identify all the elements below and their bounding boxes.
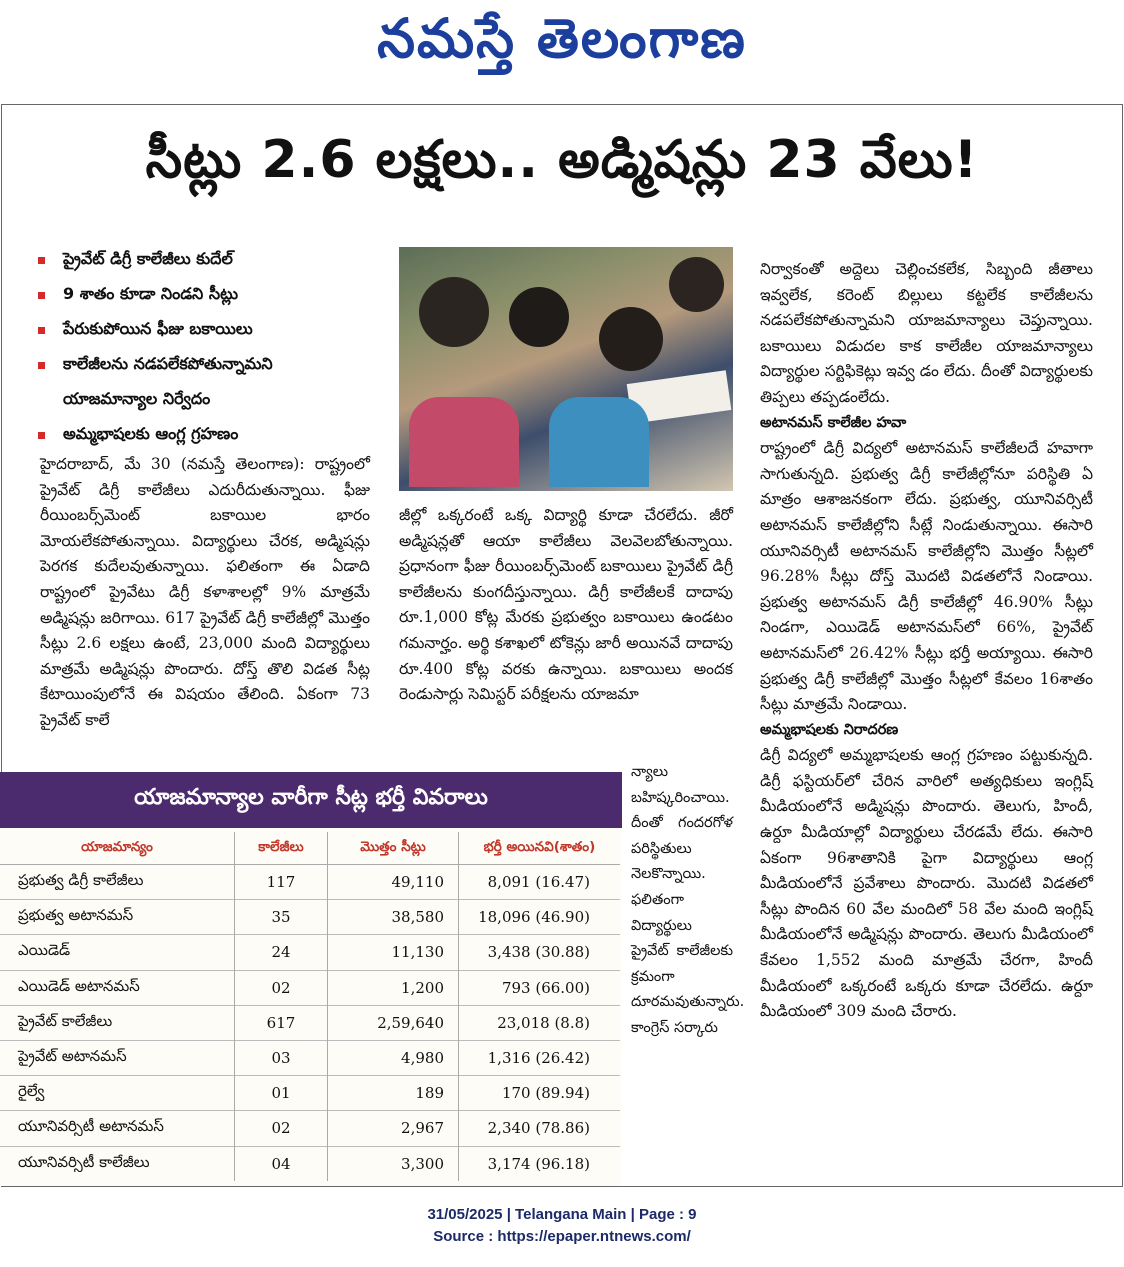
bullet-marker [38,432,45,439]
table-header-row [0,832,620,865]
admissions-table [0,832,620,1181]
photo-figure [419,277,489,347]
column-header: మొత్తం సీట్లు [328,832,459,865]
table-row: రైల్వే 01 189 170 (89.94) [0,1076,620,1111]
bullet-item-continued: యాజమాన్యాల నిర్వేదం [63,389,211,408]
table-row: ఎయిడెడ్ 24 11,130 3,438 (30.88) [0,935,620,970]
bullet-marker [38,292,45,299]
bullet-item: పేరుకుపోయిన ఫీజు బకాయిలు [38,313,393,348]
subheading: అమ్మభాషలకు నిరాదరణ [760,721,899,738]
column-header: కాలేజీలు [235,832,328,865]
students-photo [399,247,733,491]
bullet-item: 9 శాతం కూడా నిండని సీట్లు [38,278,393,313]
photo-figure [669,257,724,312]
table-title: యాజమాన్యాల వారీగా సీట్ల భర్తీ వివరాలు [0,772,622,828]
subheading: అటానమస్ కాలేజీల హవా [760,414,907,431]
edition-info: 31/05/2025 | Telangana Main | Page : 9 [427,1206,697,1223]
table-row: ప్రభుత్వ డిగ్రీ కాలేజీలు 117 49,110 8,091 (16.47) [0,865,620,900]
bullet-marker [38,327,45,334]
column-header: యాజమాన్యం [0,832,235,865]
bullet-item: కాలేజీలను నడపలేకపోతున్నామని [38,348,393,383]
photo-figure [549,397,649,487]
bullet-item: అమ్మభాషలకు ఆంగ్ల గ్రహణం [38,418,393,453]
article-column-2: జీల్లో ఒక్కరంటే ఒక్క విద్యార్థి కూడా చేరలేదు. జీరో అడ్మిషన్లతో ఆయా కాలేజీలు వెలవెలబోతున్నాయి. ప్రధానంగా ఫీజు రీయింబర్స్‌మెంట్ బకాయిలు ప్రైవేట్ డిగ్రీ కాలేజీలను కుంగదీస్తున్నాయి. డిగ్రీ కాలేజీలకే దాదాపు రూ.1,000 కోట్ల మేరకు ప్రభుత్వం బకాయిలు ఉండటం గమనార్హం. అర్థి కశాఖలో టోకెన్లు జారీ అయినవే దాదాపు రూ.400 కోట్ల వరకు ఉన్నాయి. బకాయిలు అందక రెండుసార్లు సెమిస్టర్ పరీక్షలను యాజమా [399,506,733,704]
article-column-1: హైదరాబాద్, మే 30 (నమస్తే తెలంగాణ): రాష్ట్రంలో ప్రైవేట్ డిగ్రీ కాలేజీలు ఎదురీదుతున్నాయి. ఫీజు రీయింబర్స్‌మెంట్ బకాయిల భారం మోయలేకపోతున్నాయి. విద్యార్థులు చేరక, అడ్మిషన్లు పెరగక కుదేలవుతున్నాయి. ఫలితంగా ఈ ఏడాది రాష్ట్రంలో ప్రైవేటు డిగ్రీ కళాశాలల్లో 9% మాత్రమే అడ్మిషన్లు జరిగాయి. 617 ప్రైవేట్ డిగ్రీ కాలేజీల్లో మొత్తం సీట్లు 2.6 లక్షలు ఉంటే, 23,000 మంది విద్యార్థులు మాత్రమే అడ్మిషన్లు పొందారు. దోస్త్ తొలి విడత సీట్ల కేటాయింపులోనే ఈ విషయం తేలింది. ఏకంగా 73 ప్రైవేట్ కాలే [40,455,370,729]
bullet-marker [38,362,45,369]
table-row: ప్రభుత్వ అటానమస్ 35 38,580 18,096 (46.90) [0,900,620,935]
page-footer [0,1204,1124,1248]
column-header: భర్తీ అయినవి(శాతం) [459,832,621,865]
table-row: ప్రైవేట్ అటానమస్ 03 4,980 1,316 (26.42) [0,1040,620,1075]
table-row: ప్రైవేట్ కాలేజీలు 617 2,59,640 23,018 (8.8) [0,1005,620,1040]
headline: సీట్లు 2.6 లక్షలు.. అడ్మిషన్లు 23 వేలు! [145,130,979,190]
bullet-list [38,243,393,453]
article-column-3: నిర్వాకంతో అద్దెలు చెల్లించకలేక, సిబ్బంది జీతాలు ఇవ్వలేక, కరెంట్ బిల్లులు కట్టలేక కాలేజీలను నడపలేకపోతున్నామని యాజమాన్యాలు చెప్తున్నాయి. బకాయిలు విడుదల కాక కాలేజీల యాజమాన్యాలు విద్యార్థుల సర్టిఫికెట్లు ఇవ్వ డం లేదు. దీంతో విద్యార్థులకు తిప్పలు తప్పడంలేదు. అటానమస్ కాలేజీల హవా రాష్ట్రంలో డిగ్రీ విద్యలో అటానమస్ కాలేజీలదే హవాగా సాగుతున్నది. ప్రభుత్వ డిగ్రీ కాలేజీల్లోనూ పరిస్థితి ఏ మాత్రం ఆశాజనకంగా లేదు. ప్రభుత్వ, యూనివర్సిటీ అటానమస్ కాలేజీల్లోని సీట్లే నిండుతున్నాయి. ఈసారి యూనివర్సిటీ అటానమస్ కాలేజీల్లోని మొత్తం సీట్లలో 96.28% సీట్లు దోస్త్ మొదటి విడతలోనే నిండాయి. ప్రభుత్వ అటానమస్ డిగ్రీ కాలేజీల్లో 46.90% సీట్లు నిండగా, ఎయిడెడ్ అటానమస్‌లో 66%, ప్రైవేట్ అటానమస్‌లో 26.42% సీట్లు భర్తీ అయ్యాయి. ఈసారి ప్రభుత్వ డిగ్రీ కాలేజీల్లో మొత్తం సీట్లలో కేవలం 16శాతం సీట్లు మాత్రమే నిండాయి. అమ్మభాషలకు నిరాదరణ డిగ్రీ విద్యలో అమ్మభాషలకు ఆంగ్ల గ్రహణం పట్టుకున్నది. డిగ్రీ ఫస్టియర్‌లో చేరిన వారిలో అత్యధికులు ఇంగ్లిష్ మీడియంలోనే అడ్మిషన్లు పొందారు. తెలుగు, హిందీ, ఉర్దూ మీడియాల్లో విద్యార్థులు చేరడమే లేదు. ఈసారి ఏకంగా 96శాతానికి పైగా విద్యార్థులు ఆంగ్ల మీడియంలోనే ప్రవేశాలు పొందారు. మొదటి విడతలో సీట్లు పొందిన 60 వేల మందిలో 58 వేల మంది ఇంగ్లిష్ మీడియంలోనే అడ్మిషన్లు పొందారు. తెలుగు మీడియంలో కేవలం 1,552 మంది మాత్రమే చేరగా, హిందీ మీడియంలో ఒక్కరంటే ఒక్కరు కూడా చేరలేదు. ఉర్దూ మీడియంలో 309 మంది చేరారు. [760,260,1093,1021]
photo-figure [599,307,663,371]
bullet-item: ప్రైవేట్ డిగ్రీ కాలేజీలు కుదేల్ [38,243,393,278]
table-row: ఎయిడెడ్ అటానమస్ 02 1,200 793 (66.00) [0,970,620,1005]
photo-figure [509,287,569,347]
newspaper-logo: నమస్తే తెలంగాణ [377,6,747,70]
admissions-table-box [0,772,622,1186]
masthead [0,0,1124,90]
table-row: యూనివర్సిటీ అటానమస్ 02 2,967 2,340 (78.86) [0,1111,620,1146]
article-column-2-continued: న్యాలు బహిష్కరించాయి. దీంతో గందరగోళ పరిస్థితులు నెలకొన్నాయి. ఫలితంగా విద్యార్థులు ప్రైవేట్ కాలేజీలకు క్రమంగా దూరమవుతున్నారు. కాంగ్రెస్ సర్కారు [631,764,745,1036]
source-link[interactable]: Source : https://epaper.ntnews.com/ [433,1228,691,1245]
photo-figure [409,397,519,487]
bullet-marker [38,257,45,264]
table-row: యూనివర్సిటీ కాలేజీలు 04 3,300 3,174 (96.18) [0,1146,620,1181]
